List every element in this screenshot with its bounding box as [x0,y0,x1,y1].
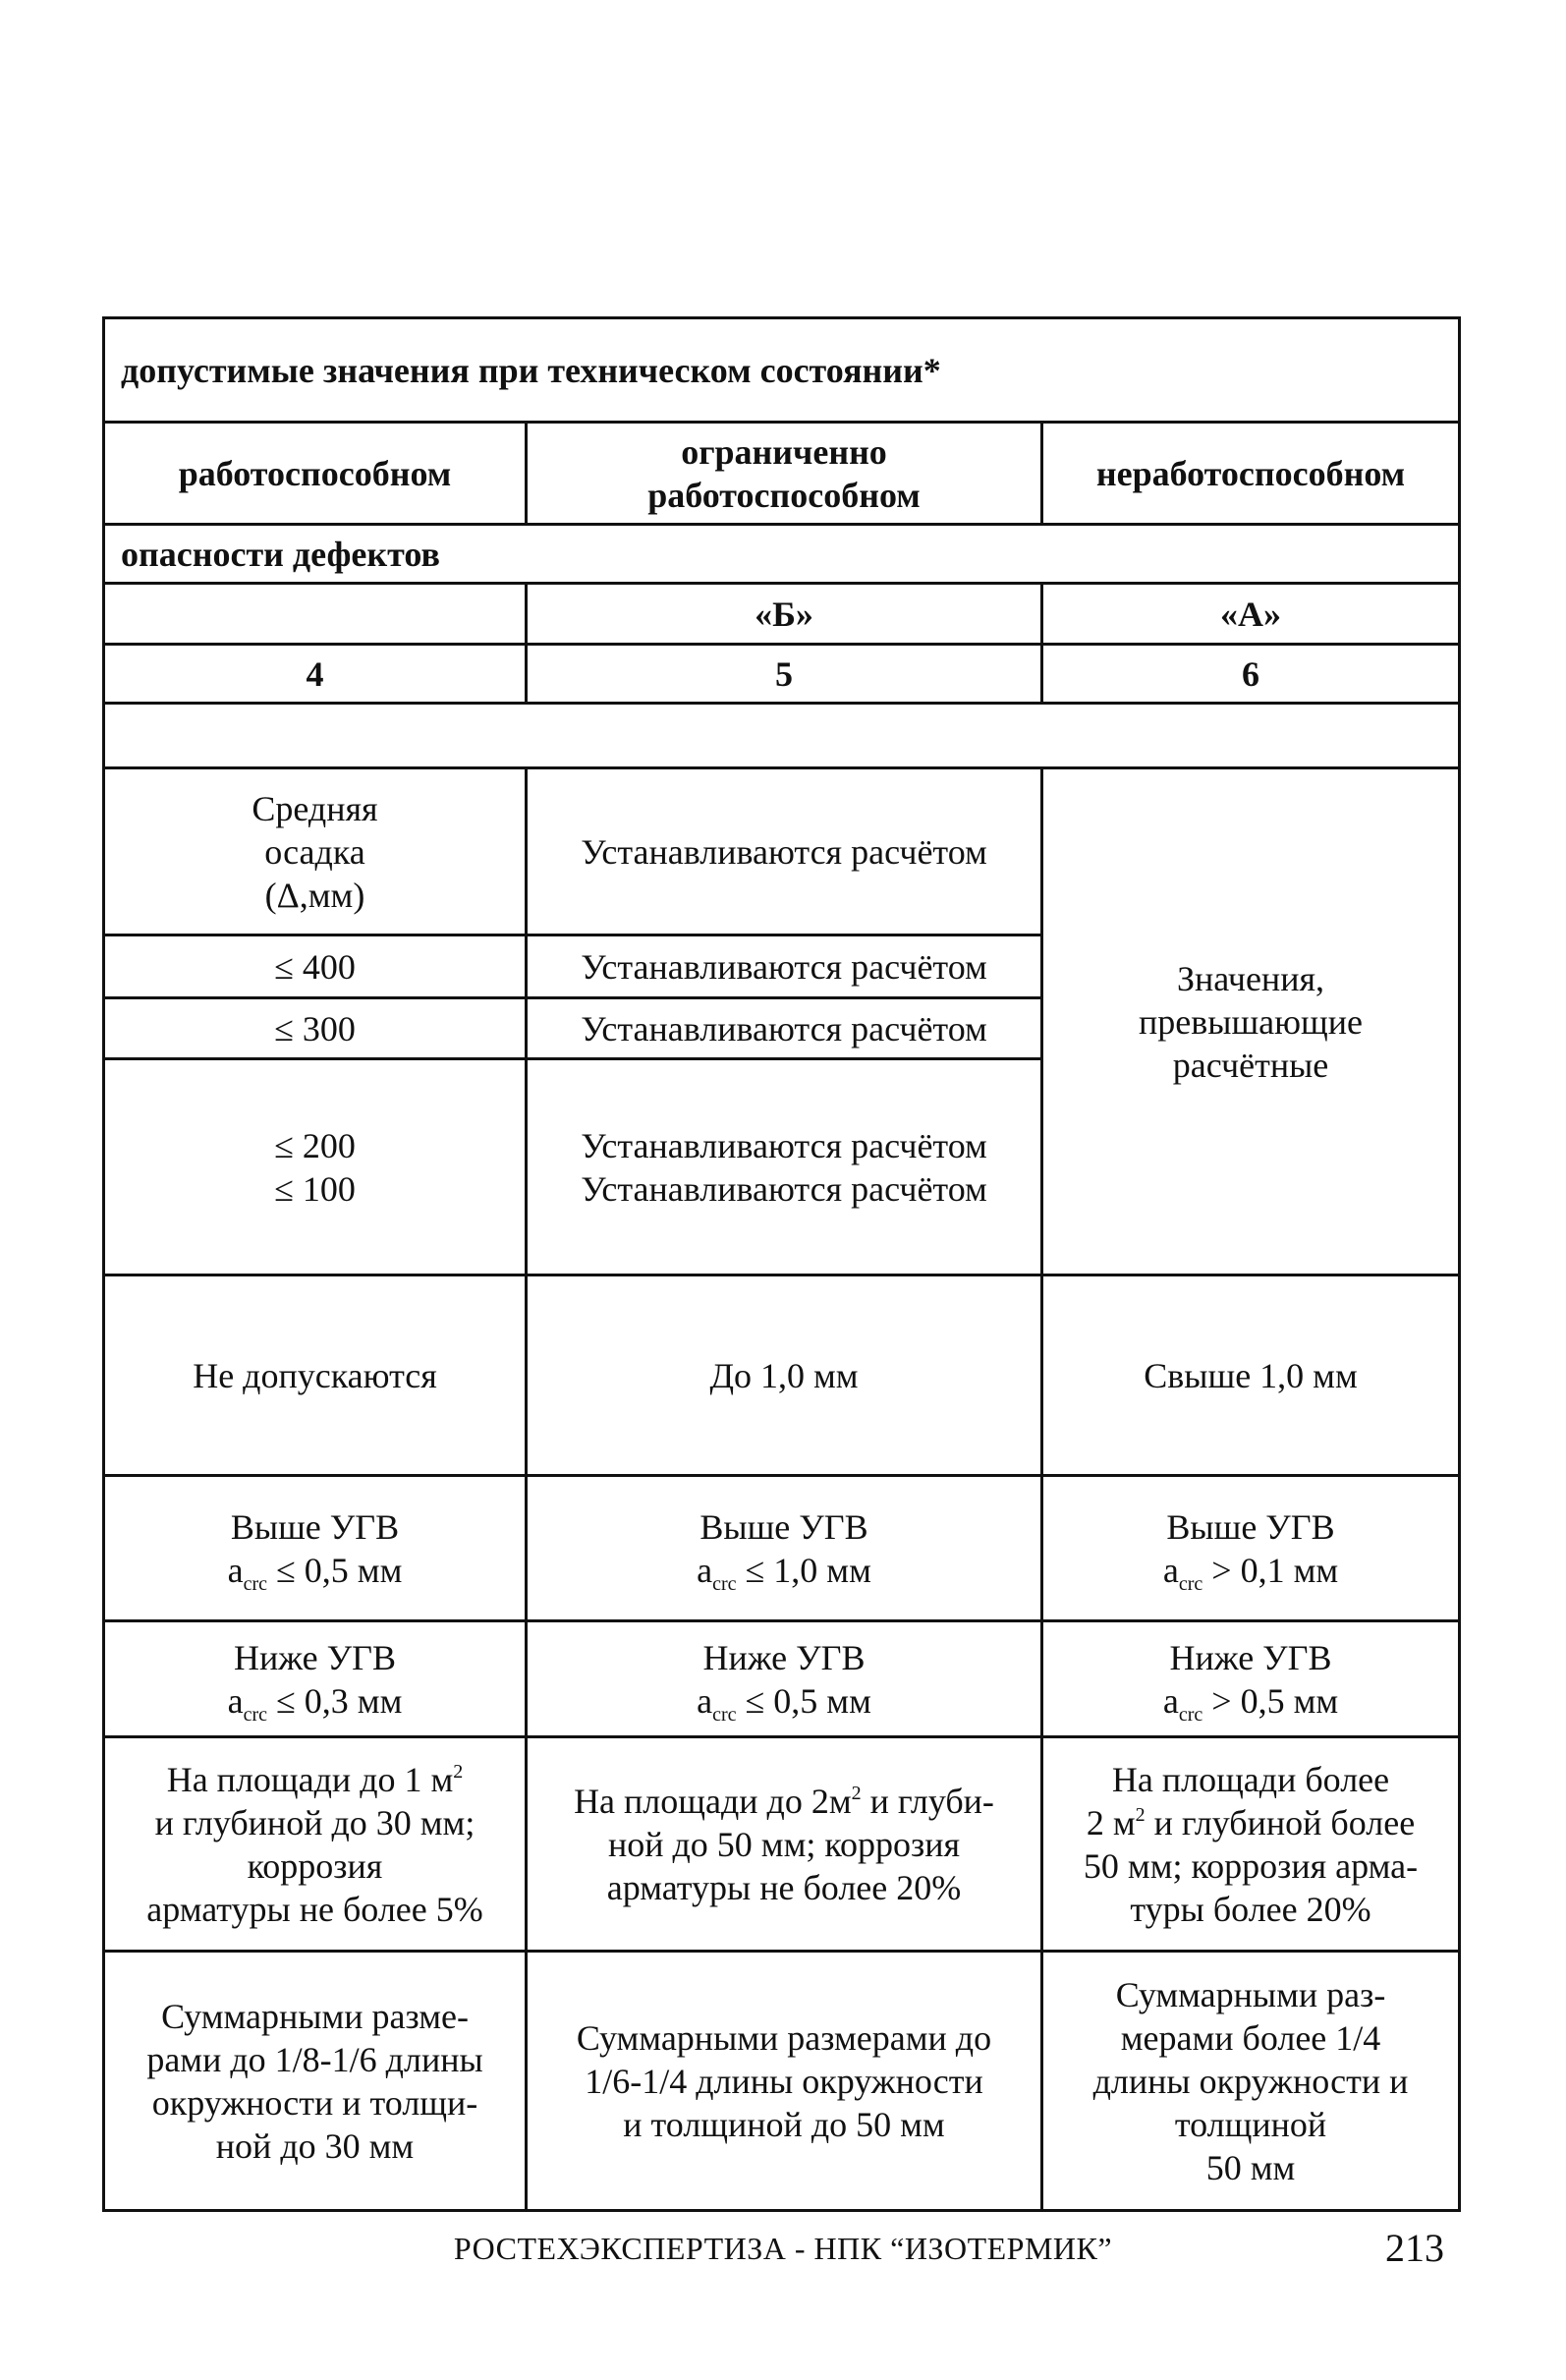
cat-operable [104,584,527,645]
above-gwl-inoperable [1042,1476,1460,1621]
formula-a: a [227,1550,244,1590]
label-100: ≤ 100 [274,1168,356,1209]
label-200: ≤ 200 [274,1125,356,1165]
area-operable-line3: коррозия [247,1845,383,1886]
circ-inoperable-line4: толщиной [1174,2104,1327,2144]
circ-operable-line4: ной до 30 мм [215,2125,415,2166]
defects-row [104,525,1460,584]
settlement-label-row [104,768,1460,935]
page-number: 213 [1385,2226,1444,2270]
formula-value: ≤ 0,3 мм [267,1680,403,1721]
settlement-200-100-values [527,1059,1042,1275]
below-gwl-limited [527,1621,1042,1737]
below-gwl-inoperable [1042,1621,1460,1737]
area-limited-line1 [537,1780,1031,1823]
area-operable-line2: и глубиной до 30 мм; [154,1802,475,1842]
formula-value: > 0,5 мм [1202,1680,1339,1721]
formula-sub: crc [243,1703,268,1726]
num-5: 5 [527,645,1042,704]
settlement-200-100-labels [104,1059,527,1275]
settlement-label-line2: осадка [264,831,365,872]
formula-sub: crc [243,1572,268,1595]
area-inoperable-line2 [1053,1801,1448,1844]
circ-operable-line3: окружности и толщи- [151,2082,478,2123]
above-gwl-operable-title: Выше УГВ [230,1506,400,1547]
circ-limited-line1: Суммарными размерами до [576,2017,992,2058]
empty-row [104,704,1460,768]
formula-sub: crc [712,1703,737,1726]
circumference-row [104,1952,1460,2211]
formula-a: a [697,1550,713,1590]
area-operable [104,1737,527,1952]
formula-a: a [1162,1680,1179,1721]
formula-value: ≤ 0,5 мм [267,1550,403,1590]
text: и глуби- [861,1781,994,1821]
below-gwl-operable-title: Ниже УГВ [234,1637,396,1677]
circ-limited-line2: 1/6-1/4 длины окружности [585,2061,983,2101]
circ-operable-line1: Суммарными разме- [161,1996,469,2036]
area-damage-row [104,1737,1460,1952]
below-gwl-limited-formula [537,1679,1031,1726]
area-inoperable [1042,1737,1460,1952]
settlement-300-label: ≤ 300 [104,998,527,1059]
settlement-label-value: Устанавливаются расчётом [527,768,1042,935]
area-limited-line3: арматуры не более 20% [606,1867,962,1907]
circ-limited-line3: и толщиной до 50 мм [623,2104,945,2144]
formula-value: ≤ 0,5 мм [736,1680,871,1721]
above-gwl-limited [527,1476,1042,1621]
header-state-row [104,423,1460,525]
settlement-label-line1: Средняя [252,788,378,828]
text: и глубиной более [1145,1802,1416,1842]
formula-sub: crc [712,1572,737,1595]
formula-a: a [697,1680,713,1721]
circ-inoperable-line2: мерами более 1/4 [1120,2017,1381,2058]
circ-inoperable-line3: длины окружности и [1092,2061,1409,2101]
text: На площади до 1 м [166,1759,454,1799]
above-gwl-row [104,1476,1460,1621]
area-inoperable-line4: туры более 20% [1130,1889,1371,1929]
settlement-label-line3: (Δ,мм) [264,875,365,915]
area-limited [527,1737,1042,1952]
crack-width-row [104,1275,1460,1476]
area-operable-line1 [115,1758,515,1801]
defects-title: опасности дефектов [104,525,1460,584]
settlement-label [104,768,527,935]
settlement-400-label: ≤ 400 [104,935,527,998]
empty-cell [104,704,1460,768]
circ-inoperable-line1: Суммарными раз- [1115,1974,1386,2014]
below-gwl-inoperable-title: Ниже УГВ [1169,1637,1332,1677]
category-row [104,584,1460,645]
circ-limited [527,1952,1042,2211]
value-100: Устанавливаются расчётом [581,1168,987,1209]
text: На площади до 2м [574,1781,852,1821]
formula-a: a [227,1680,244,1721]
footer-publisher: РОСТЕХЭКСПЕРТИЗА - НПК “ИЗОТЕРМИК” [453,2231,1113,2266]
superscript: 2 [851,1782,862,1804]
below-gwl-row [104,1621,1460,1737]
col-limited-line1: ограниченно [681,431,887,472]
header-group-row [104,318,1460,423]
settlement-400-value: Устанавливаются расчётом [527,935,1042,998]
superscript: 2 [1135,1803,1146,1826]
num-4: 4 [104,645,527,704]
note-line2: превышающие [1139,1001,1364,1042]
above-gwl-inoperable-formula [1053,1549,1448,1595]
group-title: допустимые значения при техническом состоянии* [104,318,1460,423]
note-line3: расчётные [1172,1045,1329,1085]
circ-inoperable [1042,1952,1460,2211]
area-limited-line2: ной до 50 мм; коррозия [607,1824,961,1864]
crack-limited: До 1,0 мм [527,1275,1042,1476]
col-operable: работоспособном [104,423,527,525]
superscript: 2 [453,1760,464,1783]
formula-value: > 0,1 мм [1202,1550,1339,1590]
num-6: 6 [1042,645,1460,704]
below-gwl-operable [104,1621,527,1737]
col-limited [527,423,1042,525]
formula-sub: crc [1178,1703,1203,1726]
note-line1: Значения, [1177,958,1325,998]
text: 2 м [1086,1802,1136,1842]
column-number-row [104,645,1460,704]
above-gwl-operable-formula [115,1549,515,1595]
cat-inoperable: «А» [1042,584,1460,645]
above-gwl-operable [104,1476,527,1621]
value-200: Устанавливаются расчётом [581,1125,987,1165]
below-gwl-inoperable-formula [1053,1679,1448,1726]
above-gwl-limited-formula [537,1549,1031,1595]
area-operable-line4: арматуры не более 5% [146,1889,483,1929]
cat-limited: «Б» [527,584,1042,645]
circ-inoperable-line5: 50 мм [1205,2147,1296,2187]
circ-operable-line2: рами до 1/8-1/6 длины [146,2039,483,2079]
above-gwl-limited-title: Выше УГВ [699,1506,868,1547]
circ-operable [104,1952,527,2211]
col-limited-line2: работоспособном [647,475,921,515]
area-inoperable-line1: На площади более [1111,1759,1390,1799]
formula-a: a [1162,1550,1179,1590]
formula-value: ≤ 1,0 мм [736,1550,871,1590]
col-inoperable: неработоспособном [1042,423,1460,525]
settlement-300-value: Устанавливаются расчётом [527,998,1042,1059]
settlement-inoperable-note [1042,768,1460,1275]
below-gwl-limited-title: Ниже УГВ [702,1637,866,1677]
below-gwl-operable-formula [115,1679,515,1726]
above-gwl-inoperable-title: Выше УГВ [1166,1506,1335,1547]
crack-inoperable: Свыше 1,0 мм [1042,1275,1460,1476]
area-inoperable-line3: 50 мм; коррозия арма- [1083,1845,1419,1886]
crack-operable: Не допускаются [104,1275,527,1476]
formula-sub: crc [1178,1572,1203,1595]
defects-criteria-table [102,316,1461,2212]
